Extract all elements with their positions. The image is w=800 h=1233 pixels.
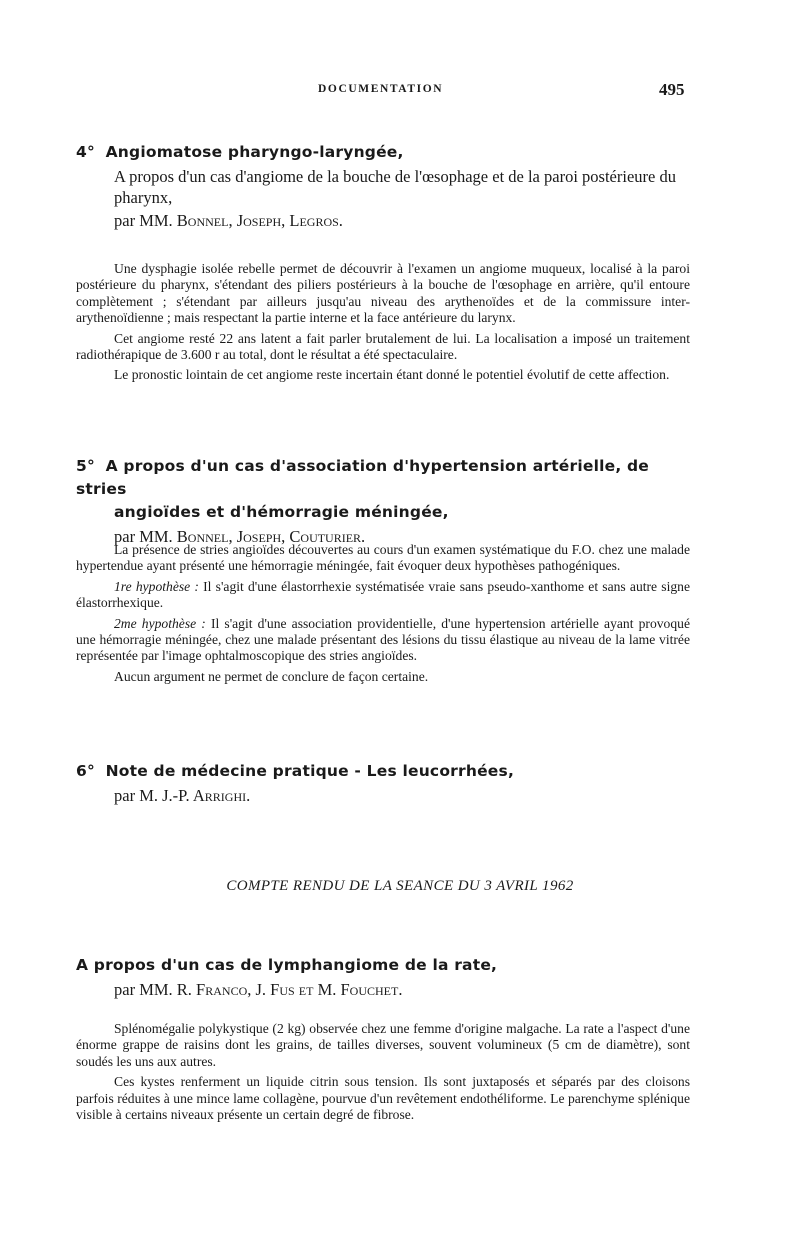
section-5-authors-prefix: par MM. <box>114 527 173 546</box>
section-5-paragraph-4: Aucun argument ne permet de conclure de façon certaine. <box>114 668 429 684</box>
section-4-subtitle: A propos d'un cas d'angiome de la bouche de l'œsophage et de la paroi postérieure du pharynx, <box>114 167 676 207</box>
section-4 <box>76 141 690 232</box>
section-5-heading <box>76 455 690 524</box>
section-5-body <box>76 542 690 689</box>
final-article-paragraph-1: Splénomégalie polykystique (2 kg) observée chez une femme d'origine malgache. La rate a l'aspect d'une énorme grappe de raisins dont les grains, de tailles diverses, souvent volumineux (5 cm de diamètre), sont soudés les uns aux autres. <box>76 1021 690 1069</box>
final-article-title: A propos d'un cas de lymphangiome de la rate, <box>76 956 498 974</box>
hypothesis-2-text: Il s'agit d'une association providentielle, d'une hypertension artérielle ayant provoqué une hémorragie méningée, chez une malade présentant des lésions du tissu élastique au niveau de la lame vitrée représentée par l'image ophtalmoscopique des stries angioïdes. <box>76 615 690 664</box>
section-5-number: 5° <box>76 457 95 475</box>
section-5-title-line-2: angioïdes et d'hémorragie méningée, <box>114 503 449 521</box>
section-4-paragraph-1: Une dysphagie isolée rebelle permet de découvrir à l'examen un angiome muqueux, localisé à la paroi postérieure du pharynx, s'étendant des piliers postérieurs à la bouche de l'œsophage en arrière, qu'il entoure complètement ; s'étendant par ailleurs jusqu'au niveau des arythenoïdes et de la commissure inter-arythenoïdienne ; mais respectant la partie interne et la face antérieure du larynx. <box>76 261 690 326</box>
section-4-number: 4° <box>76 143 95 161</box>
section-4-authors <box>76 210 690 232</box>
section-6-number: 6° <box>76 762 95 780</box>
section-4-body <box>76 261 690 388</box>
hypothesis-1-label: 1re hypothèse : <box>114 578 199 594</box>
seance-heading: COMPTE RENDU DE LA SEANCE DU 3 AVRIL 1962 <box>226 878 574 894</box>
section-6-author-names: J.-P. Arrighi. <box>162 786 251 805</box>
hypothesis-2-label: 2me hypothèse : <box>114 615 206 631</box>
section-4-paragraph-3: Le pronostic lointain de cet angiome reste incertain étant donné le potentiel évolutif de cette affection. <box>114 367 670 383</box>
section-5-title-line-1: A propos d'un cas d'association d'hypertension artérielle, de stries <box>76 457 650 498</box>
final-article-paragraph-2: Ces kystes renferment un liquide citrin sous tension. Ils sont juxtaposés et séparés par des cloisons parfois réduites à une mince lame collagène, pourvue d'un revêtement endothéliforme. Le parenchyme splénique visible à certains niveaux présente un certain degré de fibrose. <box>76 1074 690 1123</box>
section-6-authors <box>76 785 690 807</box>
section-4-title: Angiomatose pharyngo-laryngée, <box>105 143 404 161</box>
section-4-paragraph-2: Cet angiome resté 22 ans latent a fait parler brutalement de lui. La localisation a imposé un traitement radiothérapique de 3.600 r au total, dont le résultat a été spectaculaire. <box>76 330 690 363</box>
hypothesis-1-text: Il s'agit d'une élastorrhexie systématisée vraie sans pseudo-xanthome et sans autre signe élastorrhexique. <box>76 578 690 611</box>
final-article <box>76 954 690 1001</box>
section-5-hypothesis-2 <box>76 616 690 665</box>
section-5-hypothesis-1 <box>76 579 690 612</box>
section-6 <box>76 760 690 807</box>
section-5-author-names: Bonnel, Joseph, Couturier. <box>176 527 366 546</box>
final-article-authors <box>76 979 690 1001</box>
section-6-title: Note de médecine pratique - Les leucorrhées, <box>105 762 515 780</box>
section-4-authors-prefix: par MM. <box>114 211 173 230</box>
final-article-author-names: R. Franco, J. Fus et M. Fouchet. <box>176 980 403 999</box>
section-5 <box>76 455 690 548</box>
section-4-heading <box>76 141 690 164</box>
section-6-authors-prefix: par M. <box>114 786 158 805</box>
section-5-paragraph-1: La présence de stries angioïdes découvertes au cours d'un examen systématique du F.O. chez une malade hypertendue ayant présenté une hémorragie méningée, fait évoquer deux hypothèses pathogéniques. <box>76 542 690 574</box>
running-head <box>0 80 800 102</box>
running-title: DOCUMENTATION <box>318 83 444 95</box>
section-6-heading <box>76 760 690 783</box>
final-article-authors-prefix: par MM. <box>114 980 173 999</box>
final-article-body <box>76 1021 690 1127</box>
page-number: 495 <box>659 80 685 99</box>
section-4-author-names: Bonnel, Joseph, Legros. <box>176 211 343 230</box>
